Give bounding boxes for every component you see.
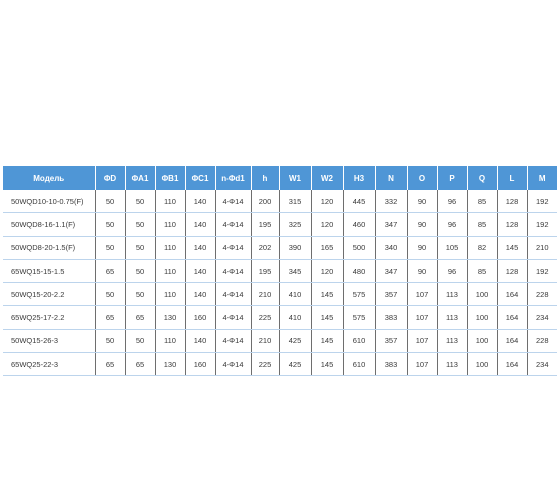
value-cell: 50 [95,213,125,236]
table-row [3,306,557,329]
column-header: O [407,166,437,190]
value-cell: 85 [467,190,497,213]
dimensions-table-container [3,166,557,376]
value-cell: 225 [251,353,279,376]
value-cell: 164 [497,306,527,329]
value-cell: 110 [155,283,185,306]
value-cell: 50 [95,236,125,259]
value-cell: 110 [155,213,185,236]
value-cell: 113 [437,283,467,306]
value-cell: 50 [95,283,125,306]
model-cell: 50WQ15-20-2.2 [3,283,95,306]
value-cell: 4-Φ14 [215,283,251,306]
value-cell: 100 [467,306,497,329]
table-row [3,190,557,213]
value-cell: 65 [95,353,125,376]
value-cell: 50 [125,329,155,352]
value-cell: 107 [407,283,437,306]
value-cell: 110 [155,236,185,259]
value-cell: 145 [311,306,343,329]
value-cell: 145 [311,329,343,352]
value-cell: 140 [185,329,215,352]
value-cell: 325 [279,213,311,236]
value-cell: 145 [497,236,527,259]
value-cell: 96 [437,213,467,236]
value-cell: 202 [251,236,279,259]
column-header: ΦC1 [185,166,215,190]
value-cell: 128 [497,213,527,236]
value-cell: 347 [375,213,407,236]
table-row [3,213,557,236]
value-cell: 4-Φ14 [215,190,251,213]
value-cell: 4-Φ14 [215,329,251,352]
column-header: P [437,166,467,190]
value-cell: 65 [95,306,125,329]
value-cell: 160 [185,353,215,376]
column-header: ΦD [95,166,125,190]
column-header: H3 [343,166,375,190]
value-cell: 140 [185,236,215,259]
value-cell: 340 [375,236,407,259]
value-cell: 128 [497,190,527,213]
value-cell: 425 [279,353,311,376]
value-cell: 110 [155,329,185,352]
value-cell: 140 [185,213,215,236]
value-cell: 4-Φ14 [215,213,251,236]
model-cell: 50WQ15-26-3 [3,329,95,352]
value-cell: 210 [527,236,557,259]
value-cell: 140 [185,190,215,213]
value-cell: 85 [467,213,497,236]
value-cell: 120 [311,213,343,236]
column-header: Q [467,166,497,190]
value-cell: 90 [407,190,437,213]
value-cell: 165 [311,236,343,259]
header-row [3,166,557,190]
value-cell: 100 [467,353,497,376]
value-cell: 390 [279,236,311,259]
value-cell: 357 [375,283,407,306]
value-cell: 160 [185,306,215,329]
value-cell: 4-Φ14 [215,353,251,376]
table-row [3,283,557,306]
value-cell: 575 [343,283,375,306]
column-header: N [375,166,407,190]
value-cell: 610 [343,329,375,352]
value-cell: 82 [467,236,497,259]
value-cell: 610 [343,353,375,376]
value-cell: 192 [527,259,557,282]
value-cell: 65 [125,306,155,329]
value-cell: 164 [497,353,527,376]
value-cell: 575 [343,306,375,329]
value-cell: 500 [343,236,375,259]
value-cell: 140 [185,259,215,282]
value-cell: 347 [375,259,407,282]
value-cell: 234 [527,306,557,329]
value-cell: 315 [279,190,311,213]
column-header: n-Φd1 [215,166,251,190]
value-cell: 50 [125,283,155,306]
column-header: ΦB1 [155,166,185,190]
value-cell: 120 [311,259,343,282]
value-cell: 110 [155,190,185,213]
value-cell: 164 [497,283,527,306]
column-header: h [251,166,279,190]
value-cell: 225 [251,306,279,329]
column-header: Модель [3,166,95,190]
value-cell: 65 [125,353,155,376]
value-cell: 410 [279,306,311,329]
value-cell: 105 [437,236,467,259]
column-header: M [527,166,557,190]
value-cell: 113 [437,353,467,376]
value-cell: 50 [125,259,155,282]
value-cell: 85 [467,259,497,282]
value-cell: 210 [251,283,279,306]
dimensions-table [3,166,557,376]
value-cell: 107 [407,353,437,376]
value-cell: 192 [527,213,557,236]
value-cell: 96 [437,259,467,282]
table-row [3,329,557,352]
value-cell: 425 [279,329,311,352]
value-cell: 107 [407,306,437,329]
model-cell: 65WQ15-15-1.5 [3,259,95,282]
value-cell: 345 [279,259,311,282]
value-cell: 164 [497,329,527,352]
model-cell: 50WQD10-10-0.75(F) [3,190,95,213]
value-cell: 107 [407,329,437,352]
value-cell: 96 [437,190,467,213]
value-cell: 383 [375,306,407,329]
table-row [3,259,557,282]
value-cell: 90 [407,236,437,259]
model-cell: 65WQ25-17-2.2 [3,306,95,329]
value-cell: 130 [155,306,185,329]
value-cell: 50 [95,190,125,213]
value-cell: 195 [251,259,279,282]
value-cell: 192 [527,190,557,213]
value-cell: 50 [95,329,125,352]
value-cell: 357 [375,329,407,352]
value-cell: 210 [251,329,279,352]
table-row [3,236,557,259]
table-body [3,190,557,376]
value-cell: 460 [343,213,375,236]
value-cell: 195 [251,213,279,236]
column-header: W1 [279,166,311,190]
value-cell: 120 [311,190,343,213]
value-cell: 145 [311,283,343,306]
value-cell: 145 [311,353,343,376]
value-cell: 113 [437,329,467,352]
value-cell: 113 [437,306,467,329]
value-cell: 410 [279,283,311,306]
model-cell: 50WQD8-20-1.5(F) [3,236,95,259]
value-cell: 228 [527,329,557,352]
value-cell: 200 [251,190,279,213]
value-cell: 65 [95,259,125,282]
value-cell: 50 [125,190,155,213]
value-cell: 100 [467,283,497,306]
value-cell: 140 [185,283,215,306]
value-cell: 332 [375,190,407,213]
value-cell: 128 [497,259,527,282]
value-cell: 445 [343,190,375,213]
value-cell: 4-Φ14 [215,236,251,259]
value-cell: 383 [375,353,407,376]
column-header: W2 [311,166,343,190]
value-cell: 50 [125,213,155,236]
value-cell: 50 [125,236,155,259]
value-cell: 234 [527,353,557,376]
value-cell: 4-Φ14 [215,306,251,329]
value-cell: 130 [155,353,185,376]
model-cell: 65WQ25-22-3 [3,353,95,376]
column-header: ΦA1 [125,166,155,190]
value-cell: 100 [467,329,497,352]
value-cell: 4-Φ14 [215,259,251,282]
value-cell: 90 [407,213,437,236]
value-cell: 90 [407,259,437,282]
value-cell: 110 [155,259,185,282]
value-cell: 228 [527,283,557,306]
model-cell: 50WQD8-16-1.1(F) [3,213,95,236]
value-cell: 480 [343,259,375,282]
column-header: L [497,166,527,190]
table-row [3,353,557,376]
